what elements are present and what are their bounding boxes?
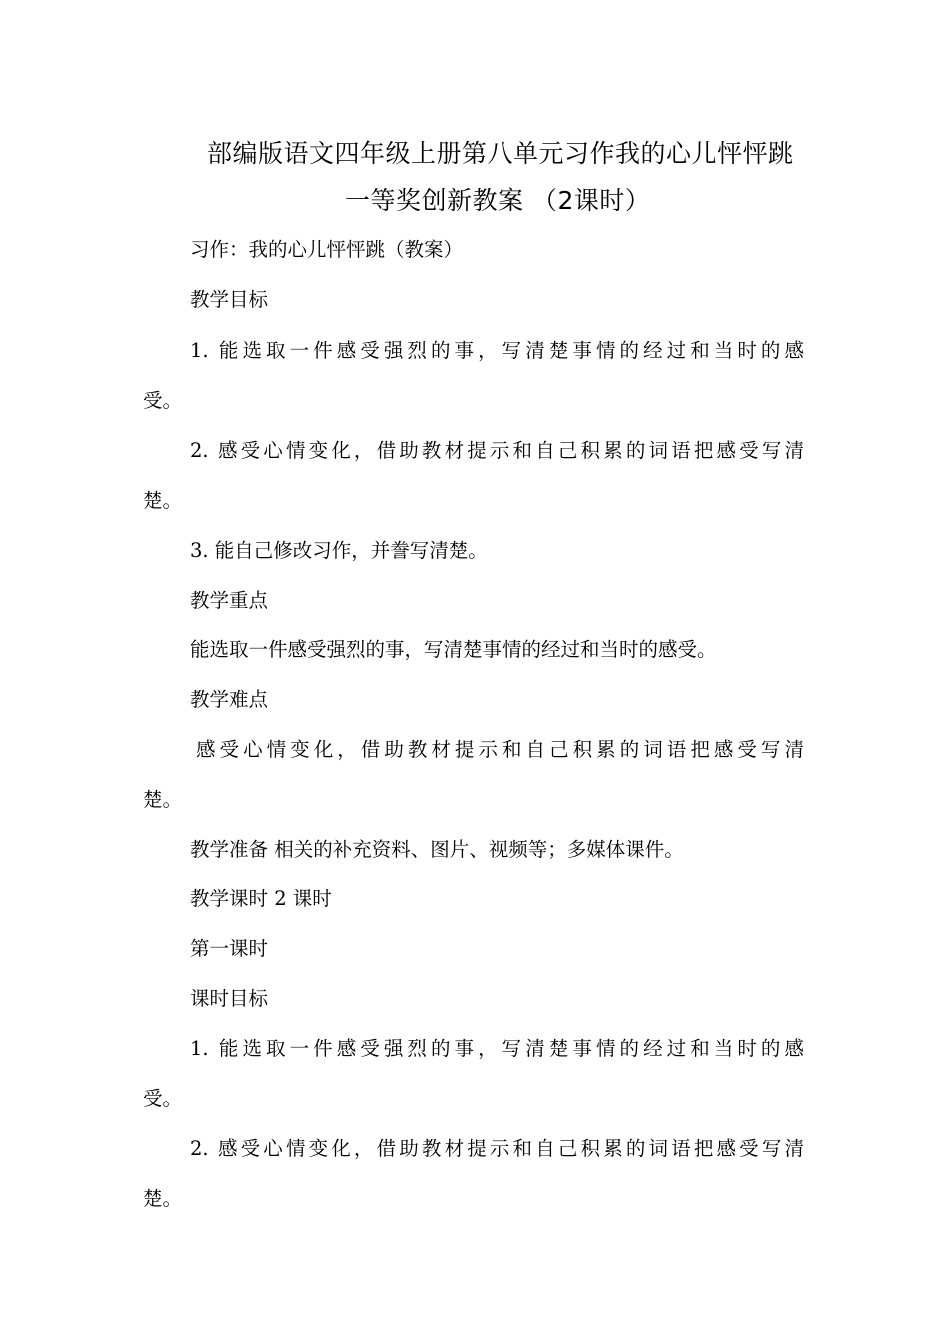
lesson-objective-2-line-2: 楚。 [143,1187,183,1210]
difficulty-line-1: 感受心情变化，借助教材提示和自己积累的词语把感受写清 [196,738,804,761]
lesson-objective-1-line-2: 受。 [143,1087,183,1110]
objective-2-line-1: 2. 感受心情变化，借助教材提示和自己积累的词语把感受写清 [190,439,804,462]
difficulty-line-2: 楚。 [143,788,183,811]
objective-3: 3. 能自己修改习作，并誊写清楚。 [190,539,488,562]
objective-1-line-1: 1. 能选取一件感受强烈的事，写清楚事情的经过和当时的感 [190,339,804,362]
objectives-heading: 教学目标 [190,288,269,311]
document-title-line-1: 部编版语文四年级上册第八单元习作我的心儿怦怦跳 [207,139,794,168]
lesson-objective-1-line-1: 1. 能选取一件感受强烈的事，写清楚事情的经过和当时的感 [190,1037,804,1060]
key-points-text: 能选取一件感受强烈的事，写清楚事情的经过和当时的感受。 [190,638,717,661]
objective-1-line-2: 受。 [143,389,183,412]
first-lesson-heading: 第一课时 [190,937,269,960]
section-heading: 习作：我的心儿怦怦跳（教案） [190,238,464,261]
lesson-objective-2-line-1: 2. 感受心情变化，借助教材提示和自己积累的词语把感受写清 [190,1137,804,1160]
teaching-hours: 教学课时 2 课时 [190,887,332,910]
document-title-line-2: 一等奖创新教案 （2课时） [345,186,651,215]
difficulty-heading: 教学难点 [190,688,269,711]
objective-2-line-2: 楚。 [143,489,183,512]
preparation-text: 教学准备 相关的补充资料、图片、视频等；多媒体课件。 [190,838,684,861]
lesson-objectives-heading: 课时目标 [190,987,269,1010]
key-points-heading: 教学重点 [190,589,269,612]
